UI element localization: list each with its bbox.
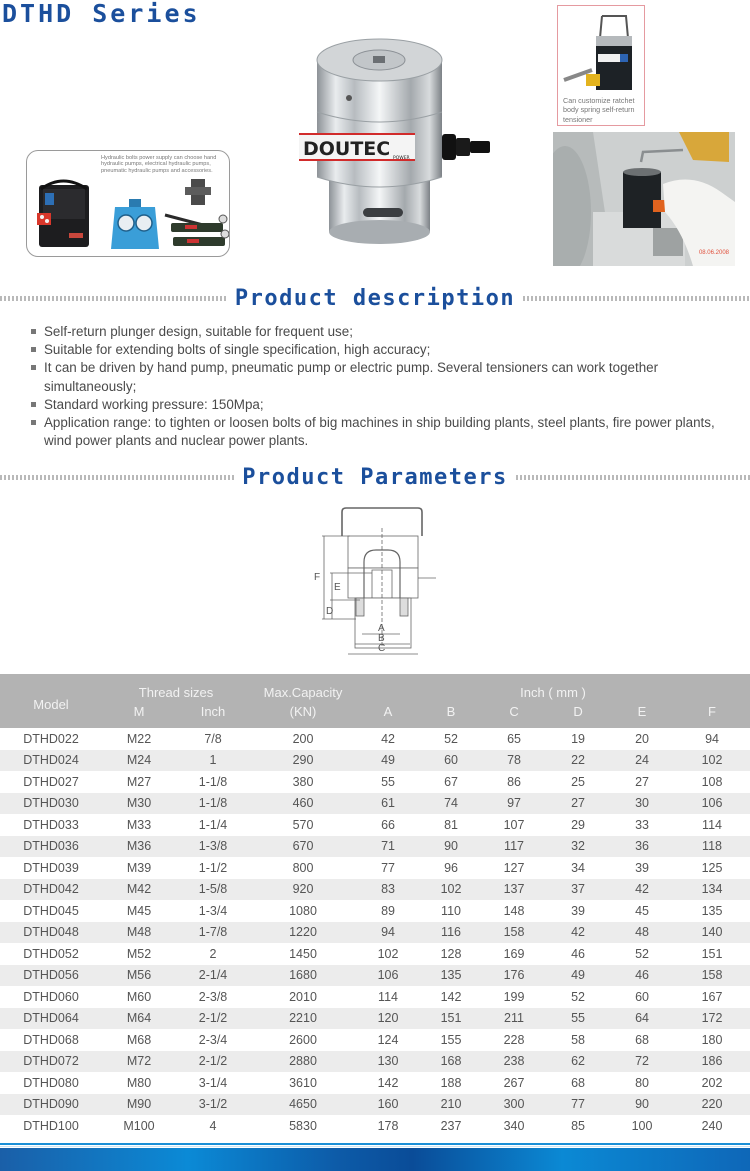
cell-dim-a: 142 — [377, 1075, 399, 1090]
cell-dim-f: 125 — [701, 860, 723, 875]
cell-dim-e: 60 — [635, 989, 649, 1004]
cell-dim-e: 30 — [635, 796, 649, 811]
cell-dim-b: 60 — [444, 753, 458, 768]
cell-dim-c: 300 — [503, 1097, 525, 1112]
site-photo-image — [553, 132, 735, 266]
col-f: F — [708, 704, 716, 719]
product-description-title: Product description — [234, 285, 516, 311]
ratchet-tensioner-image — [562, 12, 642, 94]
cell-thread-m: M52 — [126, 946, 152, 961]
cell-thread-inch: 1-1/4 — [198, 817, 228, 832]
cell-dim-b: 52 — [444, 731, 458, 746]
cell-thread-inch: 2-1/2 — [198, 1011, 228, 1026]
cell-model: DTHD042 — [23, 882, 79, 897]
cell-thread-inch: 1-3/4 — [198, 903, 228, 918]
cell-model: DTHD052 — [23, 946, 79, 961]
cell-dim-e: 39 — [635, 860, 649, 875]
cell-thread-inch: 2 — [209, 946, 217, 961]
cell-dim-d: 39 — [571, 903, 585, 918]
pumps-card — [26, 150, 230, 257]
cell-dim-c: 86 — [507, 774, 521, 789]
cell-thread-inch: 1-5/8 — [198, 882, 228, 897]
cell-dim-d: 27 — [571, 796, 585, 811]
col-kn: (KN) — [289, 704, 317, 719]
cell-dim-d: 52 — [571, 989, 585, 1004]
main-product-image — [285, 20, 515, 250]
table-row — [0, 728, 750, 750]
cell-dim-c: 117 — [504, 839, 524, 854]
cell-dim-a: 49 — [381, 753, 395, 768]
cell-dim-a: 66 — [381, 817, 395, 832]
cell-dim-a: 160 — [377, 1097, 399, 1112]
cell-dim-e: 20 — [635, 731, 649, 746]
cell-thread-m: M56 — [126, 968, 152, 983]
hand-pump-image — [163, 179, 229, 251]
cell-capacity: 5830 — [289, 1118, 317, 1133]
cell-dim-d: 34 — [571, 860, 585, 875]
table-row — [0, 750, 750, 772]
cell-dim-b: 151 — [440, 1011, 462, 1026]
cell-capacity: 290 — [292, 753, 314, 768]
ratchet-caption: Can customize ratchet body spring self-return tensioner — [563, 96, 635, 124]
cell-dim-d: 62 — [571, 1054, 585, 1069]
cell-model: DTHD036 — [23, 839, 79, 854]
cell-dim-f: 118 — [702, 839, 722, 854]
cell-thread-m: M36 — [126, 839, 152, 854]
cell-dim-d: 29 — [571, 817, 585, 832]
cell-dim-c: 169 — [503, 946, 525, 961]
cell-dim-e: 68 — [635, 1032, 649, 1047]
cell-capacity: 460 — [292, 796, 314, 811]
cell-dim-d: 85 — [571, 1118, 585, 1133]
cell-dim-e: 46 — [635, 968, 649, 983]
cell-dim-b: 110 — [441, 903, 461, 918]
brand-logo-text: DOUTEC — [303, 138, 391, 160]
cell-dim-d: 49 — [571, 968, 585, 983]
cell-dim-f: 167 — [701, 989, 723, 1004]
dotted-divider-right — [523, 296, 750, 301]
cell-dim-c: 211 — [504, 1011, 524, 1026]
pneumatic-pump-image — [109, 197, 161, 251]
cell-thread-m: M45 — [126, 903, 152, 918]
cell-dim-b: 237 — [440, 1118, 462, 1133]
cell-dim-c: 148 — [503, 903, 525, 918]
cell-dim-a: 77 — [381, 860, 395, 875]
cell-dim-d: 19 — [571, 731, 585, 746]
cell-dim-c: 97 — [507, 796, 521, 811]
cell-dim-a: 130 — [377, 1054, 399, 1069]
cell-thread-m: M48 — [126, 925, 152, 940]
cell-dim-c: 238 — [503, 1054, 525, 1069]
cell-dim-d: 46 — [571, 946, 585, 961]
cell-model: DTHD039 — [23, 860, 79, 875]
dotted-divider-left — [0, 475, 234, 480]
bullet-icon — [31, 329, 36, 334]
description-item: Standard working pressure: 150Mpa; — [30, 396, 735, 414]
table-header-row — [0, 674, 750, 704]
cell-dim-b: 168 — [440, 1054, 462, 1069]
cell-dim-b: 81 — [444, 817, 458, 832]
photo-date-stamp: 08.06.2008 — [698, 250, 729, 256]
cell-dim-e: 90 — [635, 1097, 649, 1112]
cell-dim-c: 158 — [503, 925, 525, 940]
cell-thread-m: M68 — [126, 1032, 152, 1047]
cell-dim-f: 186 — [701, 1054, 723, 1069]
cell-dim-f: 220 — [701, 1097, 723, 1112]
cell-dim-b: 116 — [441, 925, 461, 940]
cell-model: DTHD056 — [23, 968, 79, 983]
cell-thread-inch: 7/8 — [204, 731, 222, 746]
cell-capacity: 1080 — [289, 903, 317, 918]
cell-dim-b: 188 — [440, 1075, 462, 1090]
dotted-divider-left — [0, 296, 227, 301]
cell-thread-inch: 1 — [209, 753, 217, 768]
bullet-icon — [31, 365, 36, 370]
cell-dim-b: 142 — [440, 989, 462, 1004]
col-inch: Inch — [200, 704, 226, 719]
cell-dim-b: 102 — [440, 882, 462, 897]
table-row — [0, 879, 750, 901]
cell-thread-inch: 1-7/8 — [198, 925, 228, 940]
cell-model: DTHD030 — [23, 796, 79, 811]
table-row — [0, 1029, 750, 1051]
cell-capacity: 2600 — [289, 1032, 317, 1047]
cell-dim-e: 80 — [635, 1075, 649, 1090]
table-subheader-row — [0, 704, 750, 728]
cell-dim-f: 140 — [701, 925, 723, 940]
cell-dim-a: 114 — [378, 989, 398, 1004]
cell-dim-a: 124 — [377, 1032, 399, 1047]
cell-thread-inch: 2-3/8 — [198, 989, 228, 1004]
cell-dim-d: 42 — [571, 925, 585, 940]
col-e: E — [637, 704, 647, 719]
cell-dim-e: 42 — [635, 882, 649, 897]
cell-capacity: 2880 — [289, 1054, 317, 1069]
cell-thread-m: M100 — [123, 1118, 155, 1133]
cell-dim-f: 158 — [701, 968, 723, 983]
cell-capacity: 570 — [292, 817, 314, 832]
cell-dim-e: 52 — [635, 946, 649, 961]
cell-thread-m: M80 — [126, 1075, 152, 1090]
cell-model: DTHD100 — [23, 1118, 79, 1133]
dimension-diagram — [300, 498, 460, 658]
site-photo — [553, 132, 735, 266]
cell-dim-f: 172 — [701, 1011, 723, 1026]
table-row — [0, 1094, 750, 1116]
bullet-icon — [31, 402, 36, 407]
diagram-label-c: C — [378, 643, 386, 654]
cell-thread-m: M90 — [126, 1097, 152, 1112]
table-body — [0, 728, 750, 1137]
cell-dim-a: 106 — [377, 968, 399, 983]
product-parameters-heading — [0, 462, 750, 492]
cell-dim-f: 134 — [701, 882, 723, 897]
table-row — [0, 965, 750, 987]
diagram-label-f: F — [314, 572, 321, 583]
cell-dim-c: 78 — [507, 753, 521, 768]
cell-dim-b: 128 — [440, 946, 462, 961]
table-row — [0, 857, 750, 879]
cell-dim-b: 67 — [444, 774, 458, 789]
cell-dim-e: 33 — [635, 817, 649, 832]
cell-dim-b: 74 — [444, 796, 458, 811]
cell-dim-c: 137 — [503, 882, 525, 897]
dotted-divider-right — [516, 475, 750, 480]
cell-thread-inch: 3-1/2 — [198, 1097, 228, 1112]
cell-dim-c: 107 — [503, 817, 525, 832]
cell-thread-inch: 1-3/8 — [198, 839, 228, 854]
cell-capacity: 3610 — [289, 1075, 317, 1090]
diagram-label-a: A — [378, 623, 385, 634]
cell-dim-a: 94 — [381, 925, 395, 940]
cell-dim-d: 25 — [571, 774, 585, 789]
col-m: M — [133, 704, 145, 719]
table-row — [0, 1008, 750, 1030]
cell-dim-d: 77 — [571, 1097, 585, 1112]
pumps-caption: Hydraulic bolts power supply can choose hand hydraulic pumps, electrical hydraulic pumps, pneumatic hydraulic pumps and accessories. — [101, 155, 217, 174]
cell-dim-d: 37 — [571, 882, 585, 897]
cell-dim-e: 48 — [635, 925, 649, 940]
cell-dim-f: 202 — [701, 1075, 723, 1090]
cell-dim-e: 64 — [635, 1011, 649, 1026]
cell-thread-m: M39 — [126, 860, 152, 875]
col-inch-mm: Inch ( mm ) — [520, 684, 586, 700]
product-description-heading — [0, 283, 750, 313]
col-a: A — [383, 704, 393, 719]
cell-dim-b: 90 — [444, 839, 458, 854]
cell-dim-b: 155 — [440, 1032, 462, 1047]
cell-dim-c: 267 — [503, 1075, 525, 1090]
diagram-label-e: E — [334, 582, 341, 593]
cell-dim-f: 114 — [702, 817, 722, 832]
cell-thread-m: M72 — [126, 1054, 152, 1069]
cell-dim-a: 83 — [381, 882, 395, 897]
cell-capacity: 670 — [292, 839, 314, 854]
cell-dim-c: 340 — [503, 1118, 525, 1133]
cell-dim-e: 24 — [635, 753, 649, 768]
cell-dim-a: 120 — [377, 1011, 399, 1026]
cell-dim-c: 176 — [503, 968, 525, 983]
cell-model: DTHD080 — [23, 1075, 79, 1090]
cell-dim-f: 102 — [701, 753, 723, 768]
cell-capacity: 2010 — [289, 989, 317, 1004]
col-d: D — [573, 704, 583, 719]
cell-dim-c: 127 — [503, 860, 525, 875]
table-row — [0, 836, 750, 858]
cell-dim-e: 72 — [635, 1054, 649, 1069]
description-item: Application range: to tighten or loosen bolts of big machines in ship building plants, steel plants, fire power plants, wind power plants and nuclear power plants. — [30, 414, 735, 450]
cell-thread-inch: 1-1/2 — [198, 860, 228, 875]
cell-thread-m: M33 — [126, 817, 152, 832]
product-parameters-title: Product Parameters — [242, 464, 508, 490]
cell-capacity: 380 — [292, 774, 314, 789]
cell-model: DTHD060 — [23, 989, 79, 1004]
cell-dim-a: 89 — [381, 903, 395, 918]
table-row — [0, 922, 750, 944]
table-row — [0, 943, 750, 965]
cell-model: DTHD068 — [23, 1032, 79, 1047]
cell-dim-e: 36 — [635, 839, 649, 854]
cell-dim-d: 68 — [571, 1075, 585, 1090]
cell-dim-e: 27 — [635, 774, 649, 789]
cell-capacity: 1220 — [289, 925, 317, 940]
description-item: Self-return plunger design, suitable for frequent use; — [30, 323, 735, 341]
series-title: DTHD Series — [2, 0, 201, 28]
cell-dim-f: 108 — [701, 774, 723, 789]
cell-model: DTHD027 — [23, 774, 79, 789]
table-row — [0, 900, 750, 922]
cell-thread-inch: 1-1/8 — [198, 796, 228, 811]
cell-dim-a: 71 — [381, 839, 395, 854]
cell-dim-d: 58 — [571, 1032, 585, 1047]
cell-dim-a: 178 — [377, 1118, 399, 1133]
cell-thread-inch: 2-1/4 — [198, 968, 228, 983]
table-row — [0, 1072, 750, 1094]
cell-thread-m: M42 — [126, 882, 152, 897]
electric-pump-image — [33, 171, 95, 251]
cell-dim-e: 100 — [631, 1118, 653, 1133]
cell-dim-f: 135 — [701, 903, 723, 918]
cell-thread-m: M22 — [126, 731, 152, 746]
cell-dim-f: 151 — [701, 946, 723, 961]
cell-capacity: 800 — [292, 860, 314, 875]
cell-dim-a: 42 — [381, 731, 395, 746]
cell-thread-m: M27 — [126, 774, 152, 789]
cell-dim-d: 55 — [571, 1011, 585, 1026]
cell-thread-m: M60 — [126, 989, 152, 1004]
cell-model: DTHD072 — [23, 1054, 79, 1069]
table-row — [0, 986, 750, 1008]
cell-thread-m: M64 — [126, 1011, 152, 1026]
cell-capacity: 200 — [292, 731, 314, 746]
cell-dim-a: 61 — [381, 796, 395, 811]
bullet-icon — [31, 420, 36, 425]
ratchet-card — [557, 5, 645, 126]
cell-model: DTHD048 — [23, 925, 79, 940]
cell-thread-inch: 2-1/2 — [198, 1054, 228, 1069]
cell-dim-a: 55 — [381, 774, 395, 789]
cell-model: DTHD033 — [23, 817, 79, 832]
cell-model: DTHD090 — [23, 1097, 79, 1112]
cell-thread-inch: 4 — [209, 1118, 217, 1133]
brand-logo-sub: POWER — [393, 156, 410, 161]
cell-dim-c: 228 — [503, 1032, 525, 1047]
cell-dim-f: 106 — [701, 796, 723, 811]
cell-dim-f: 94 — [705, 731, 719, 746]
description-item: It can be driven by hand pump, pneumatic pump or electric pump. Several tensioners can work together simultaneously; — [30, 359, 735, 395]
cell-thread-m: M24 — [126, 753, 152, 768]
bullet-icon — [31, 347, 36, 352]
cell-dim-b: 96 — [444, 860, 458, 875]
cell-model: DTHD064 — [23, 1011, 79, 1026]
cell-capacity: 2210 — [289, 1011, 317, 1026]
footer-line-light — [0, 1146, 750, 1147]
cell-model: DTHD022 — [23, 731, 79, 746]
col-thread-sizes: Thread sizes — [138, 684, 214, 700]
col-c: C — [509, 704, 519, 719]
diagram-label-b: B — [378, 633, 385, 644]
table-row — [0, 1051, 750, 1073]
cell-thread-m: M30 — [126, 796, 152, 811]
description-item: Suitable for extending bolts of single specification, high accuracy; — [30, 341, 735, 359]
cell-capacity: 1680 — [289, 968, 317, 983]
table-row — [0, 814, 750, 836]
cell-thread-inch: 3-1/4 — [198, 1075, 228, 1090]
cell-dim-d: 32 — [571, 839, 585, 854]
table-row — [0, 771, 750, 793]
table-row — [0, 1115, 750, 1137]
diagram-label-d: D — [326, 606, 334, 617]
cell-capacity: 920 — [292, 882, 314, 897]
cell-dim-b: 210 — [440, 1097, 462, 1112]
description-list — [30, 323, 735, 450]
cell-model: DTHD045 — [23, 903, 79, 918]
col-model: Model — [33, 696, 69, 712]
cell-dim-a: 102 — [377, 946, 399, 961]
footer-bar — [0, 1148, 750, 1171]
parameters-table — [0, 674, 750, 1137]
cell-thread-inch: 2-3/4 — [198, 1032, 228, 1047]
cell-capacity: 4650 — [289, 1097, 317, 1112]
cell-model: DTHD024 — [23, 753, 79, 768]
cell-dim-f: 180 — [701, 1032, 723, 1047]
cell-dim-e: 45 — [635, 903, 649, 918]
cell-dim-c: 199 — [503, 989, 525, 1004]
footer-line — [0, 1143, 750, 1145]
cell-dim-f: 240 — [701, 1118, 723, 1133]
table-row — [0, 793, 750, 815]
cell-dim-b: 135 — [440, 968, 462, 983]
col-max-capacity: Max.Capacity — [263, 684, 343, 700]
cell-dim-d: 22 — [571, 753, 585, 768]
cell-dim-c: 65 — [507, 731, 521, 746]
cell-capacity: 1450 — [289, 946, 317, 961]
col-b: B — [446, 704, 456, 719]
cell-thread-inch: 1-1/8 — [198, 774, 228, 789]
